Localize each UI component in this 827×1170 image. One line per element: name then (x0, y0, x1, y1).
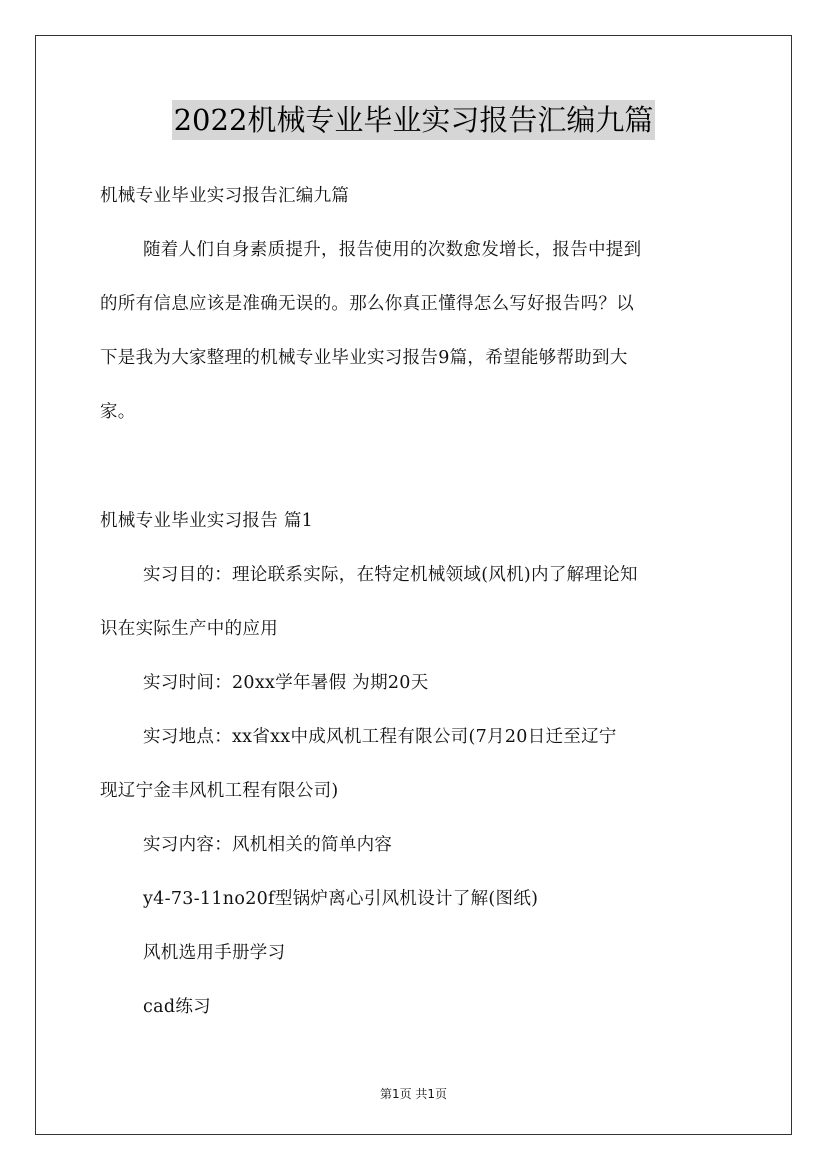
intro-line: 下是我为大家整理的机械专业毕业实习报告9篇，希望能够帮助到大 (100, 348, 628, 368)
body-line: y4-73-11no20f型锅炉离心引风机设计了解(图纸) (143, 889, 539, 909)
body-line: 实习时间：20xx学年暑假 为期20天 (143, 673, 429, 693)
document-title: 2022机械专业毕业实习报告汇编九篇 (172, 100, 656, 140)
section-heading: 机械专业毕业实习报告 篇1 (100, 511, 314, 531)
title-wrap (0, 100, 827, 140)
body-line: 现辽宁金丰风机工程有限公司) (100, 781, 339, 801)
document-subtitle: 机械专业毕业实习报告汇编九篇 (100, 186, 350, 206)
body-line: 实习地点：xx省xx中成风机工程有限公司(7月20日迁至辽宁 (143, 727, 617, 747)
body-line: cad练习 (143, 997, 211, 1017)
body-line: 风机选用手册学习 (143, 943, 286, 963)
intro-line: 随着人们自身素质提升，报告使用的次数愈发增长，报告中提到 (143, 240, 642, 260)
body-line: 识在实际生产中的应用 (100, 619, 278, 639)
intro-line: 的所有信息应该是准确无误的。那么你真正懂得怎么写好报告吗？以 (100, 294, 634, 314)
page-footer: 第1页 共1页 (379, 1087, 448, 1101)
body-line: 实习目的：理论联系实际，在特定机械领域(风机)内了解理论知 (143, 565, 638, 585)
body-line: 实习内容：风机相关的简单内容 (143, 835, 393, 855)
intro-line: 家。 (100, 402, 136, 422)
